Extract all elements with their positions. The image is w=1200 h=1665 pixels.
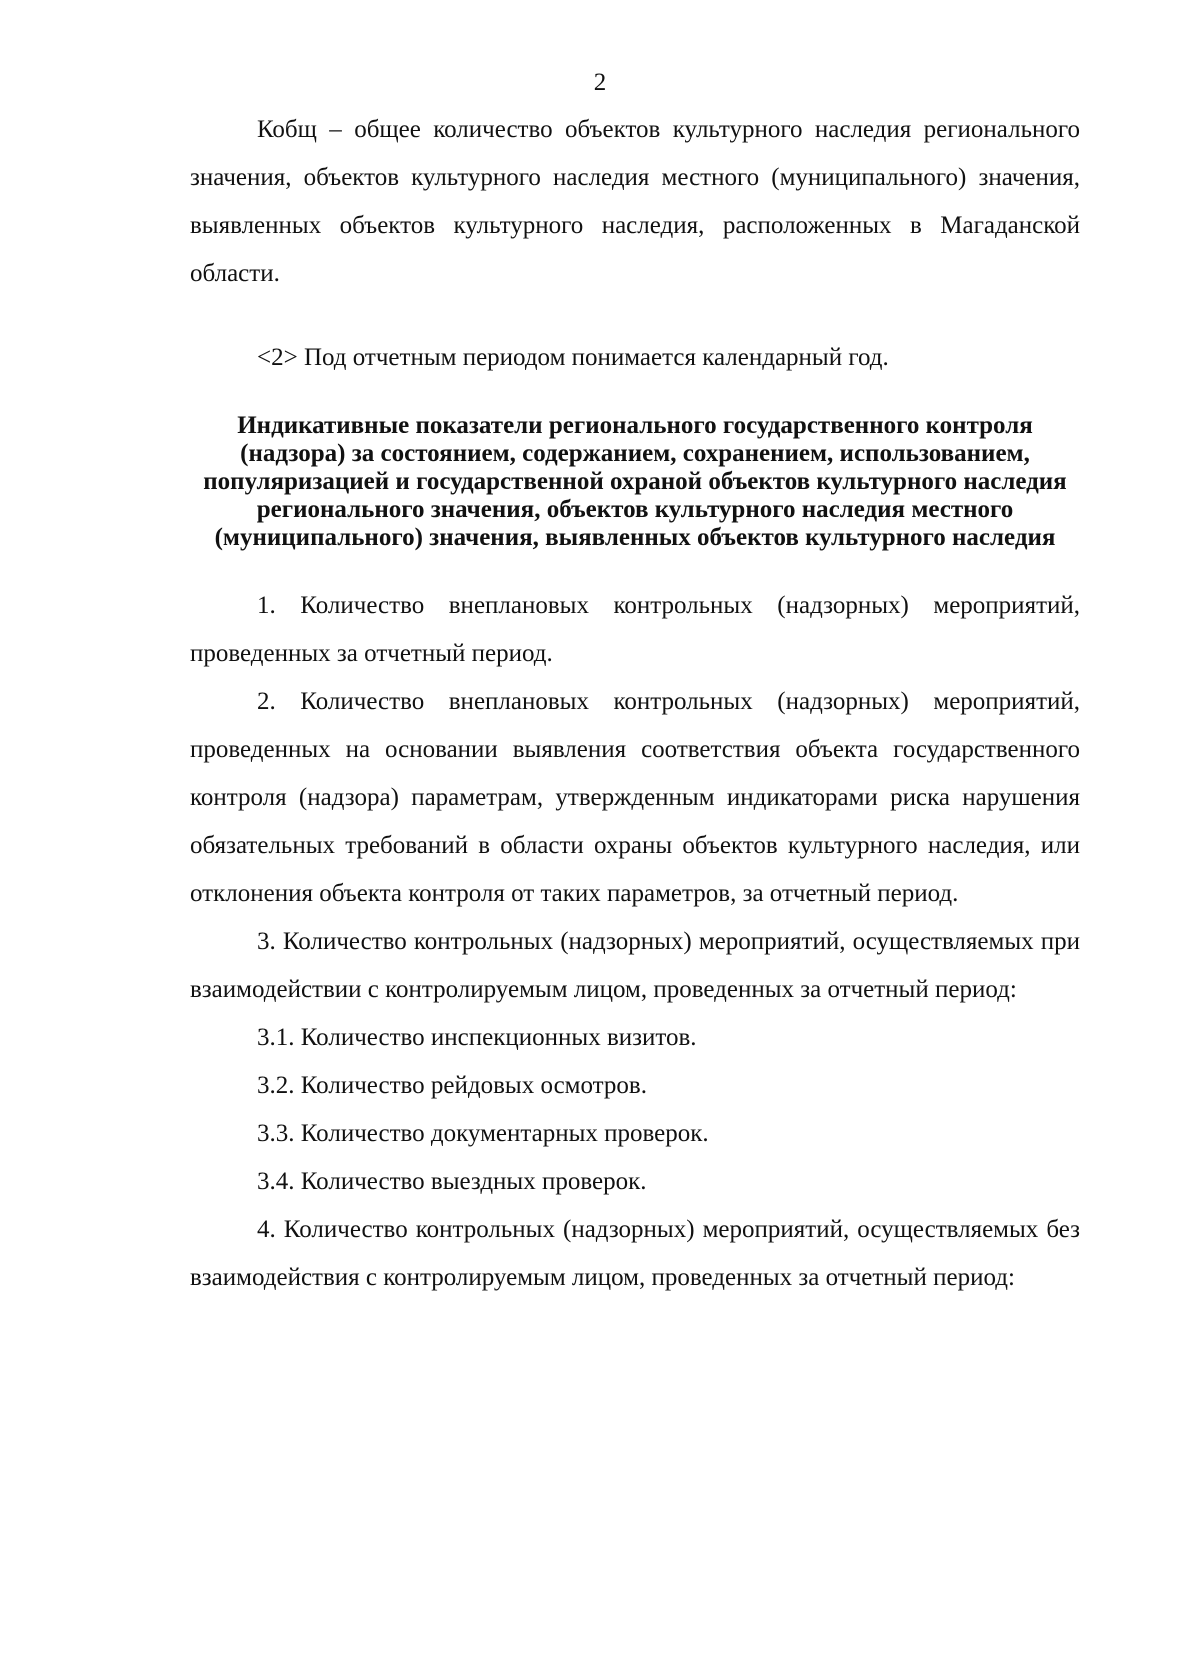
indicator-item-3-1: 3.1. Количество инспекционных визитов. xyxy=(257,1024,697,1051)
page-number: 2 xyxy=(593,69,607,96)
indicator-item-3: 3. Количество контрольных (надзорных) мероприятий, осуществляемых при взаимодействии с контролируемым лицом, проведенных за отчетный период: xyxy=(190,928,1080,1003)
indicator-item-3-3: 3.3. Количество документарных проверок. xyxy=(257,1120,709,1147)
indicator-item-4: 4. Количество контрольных (надзорных) мероприятий, осуществляемых без взаимодействия с контролируемым лицом, проведенных за отчетный период: xyxy=(190,1216,1080,1291)
indicator-item-2: 2. Количество внеплановых контрольных (надзорных) мероприятий, проведенных на основании выявления соответствия объекта государственного контроля (надзора) параметрам, утвержденным индикаторами риска нарушения обязательных требований в области охраны объектов культурного наследия, или отклонения объекта контроля от таких параметров, за отчетный период. xyxy=(190,688,1080,907)
indicator-item-3-4: 3.4. Количество выездных проверок. xyxy=(257,1168,647,1195)
document-body xyxy=(190,106,1080,1302)
indicator-item-1: 1. Количество внеплановых контрольных (надзорных) мероприятий, проведенных за отчетный период. xyxy=(190,592,1080,667)
section-heading: Индикативные показатели регионального государственного контроля (надзора) за состоянием, содержанием, сохранением, использованием, популяризацией и государственной охраной объектов культурного наследия регионального значения, объектов культурного наследия местного (муниципального) значения, выявленных объектов культурного наследия xyxy=(203,412,1067,551)
footnote-paragraph: <2> Под отчетным периодом понимается календарный год. xyxy=(257,344,889,371)
definition-paragraph: Кобщ – общее количество объектов культурного наследия регионального значения, объектов культурного наследия местного (муниципального) значения, выявленных объектов культурного наследия, расположенных в Магаданской области. xyxy=(190,116,1080,287)
indicator-item-3-2: 3.2. Количество рейдовых осмотров. xyxy=(257,1072,647,1099)
